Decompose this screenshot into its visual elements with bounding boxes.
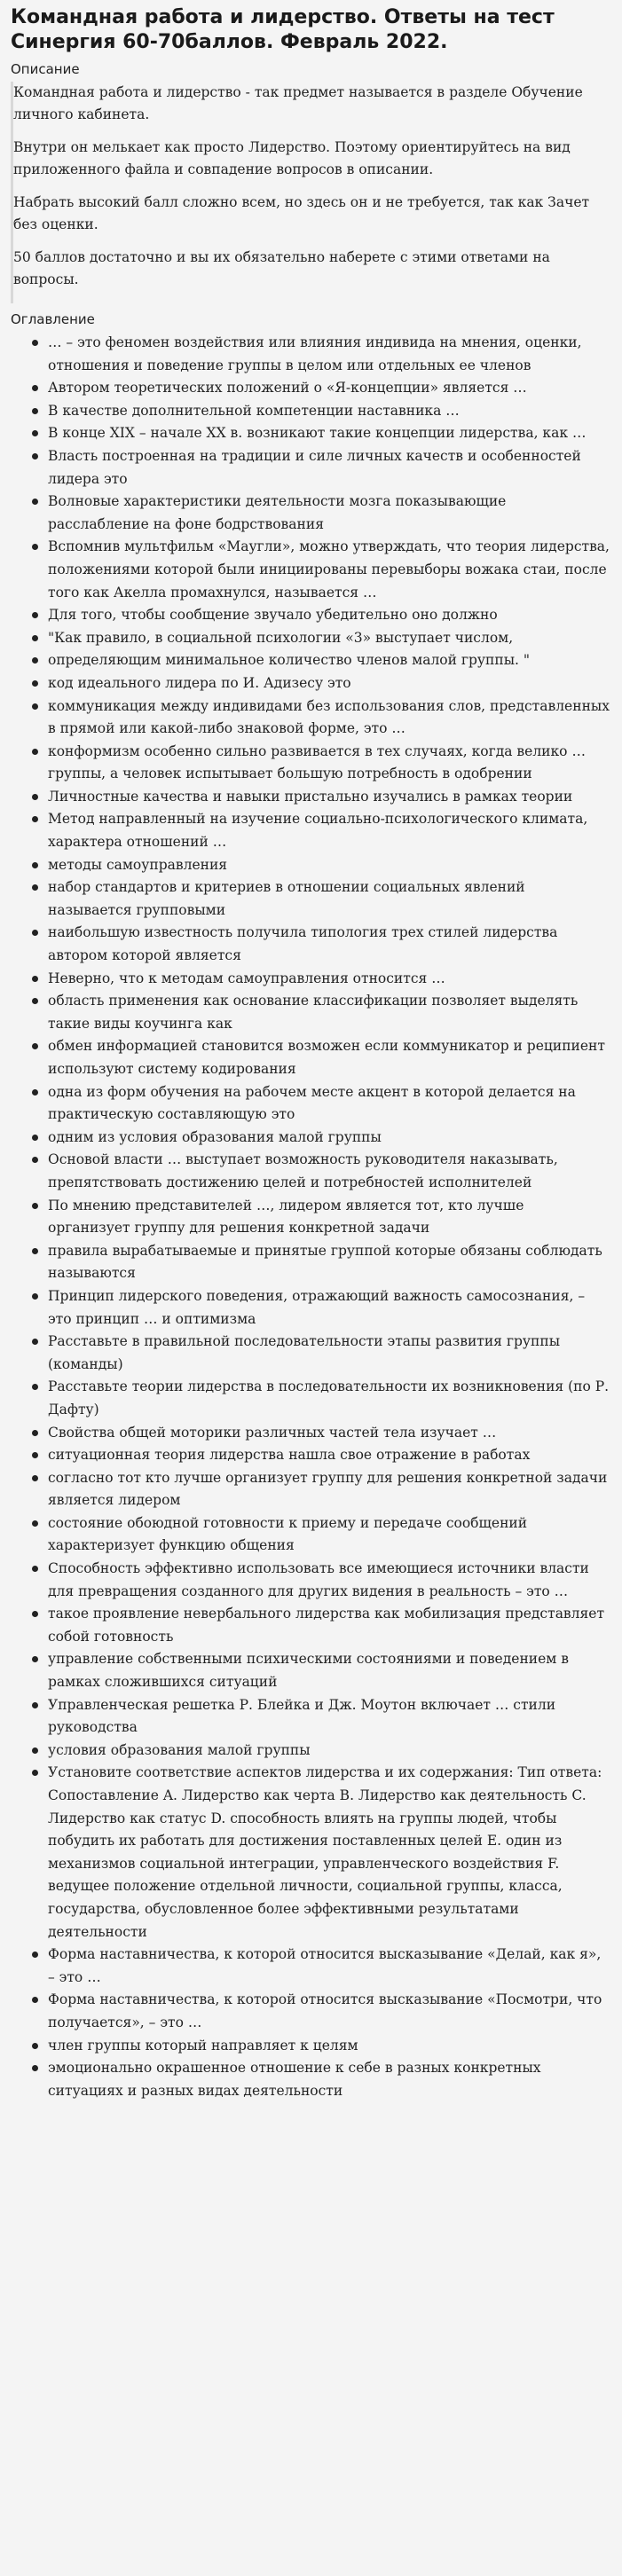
toc-item[interactable]: Принцип лидерского поведения, отражающий важность самосознания, – это принцип … и оптимизма	[32, 1285, 610, 1331]
toc-item[interactable]: набор стандартов и критериев в отношении социальных явлений называется групповыми	[32, 876, 610, 922]
toc-item[interactable]: Управленческая решетка Р. Блейка и Дж. Моутон включает … стили руководства	[32, 1694, 610, 1740]
toc-item[interactable]: В качестве дополнительной компетенции наставника …	[32, 400, 610, 423]
toc-item[interactable]: Свойства общей моторики различных частей тела изучает …	[32, 1422, 610, 1445]
toc-item[interactable]: одна из форм обучения на рабочем месте акцент в которой делается на практическую составляющую это	[32, 1081, 610, 1127]
toc-list	[11, 332, 610, 2102]
toc-item[interactable]: состояние обоюдной готовности к приему и передаче сообщений характеризует функцию общения	[32, 1512, 610, 1558]
toc-item[interactable]: Расставьте теории лидерства в последовательности их возникновения (по Р. Дафту)	[32, 1376, 610, 1421]
description-paragraph: Набрать высокий балл сложно всем, но здесь он и не требуется, так как Зачет без оценки.	[13, 194, 590, 232]
toc-item[interactable]: обмен информацией становится возможен если коммуникатор и реципиент используют систему кодирования	[32, 1035, 610, 1080]
toc-item[interactable]: определяющим минимальное количество членов малой группы. "	[32, 649, 610, 672]
toc-item[interactable]: конформизм особенно сильно развивается в тех случаях, когда велико … группы, а человек испытывает большую потребность в одобрении	[32, 741, 610, 786]
description-block	[11, 82, 610, 303]
toc-item[interactable]: Расставьте в правильной последовательности этапы развития группы (команды)	[32, 1331, 610, 1376]
toc-label: Оглавление	[11, 311, 95, 327]
toc-item[interactable]: область применения как основание классификации позволяет выделять такие виды коучинга как	[32, 990, 610, 1035]
description-paragraph: Командная работа и лидерство - так предмет называется в разделе Обучение личного кабинета.	[13, 84, 583, 122]
toc-item[interactable]: Основой власти … выступает возможность руководителя наказывать, препятствовать достижению целей и потребностей исполнителей	[32, 1149, 610, 1194]
toc-item[interactable]: код идеального лидера по И. Адизесу это	[32, 672, 610, 695]
toc-item[interactable]: По мнению представителей …, лидером является тот, кто лучше организует группу для решения конкретной задачи	[32, 1195, 610, 1240]
toc-item[interactable]: Личностные качества и навыки пристально изучались в рамках теории	[32, 786, 610, 809]
description-paragraph: Внутри он мелькает как просто Лидерство. Поэтому ориентируйтесь на вид приложенного файла и совпадение вопросов в описании.	[13, 139, 571, 177]
page-title: Командная работа и лидерство. Ответы на тест Синергия 60-70баллов. Февраль 2022.	[11, 6, 555, 53]
toc-item[interactable]: Неверно, что к методам самоуправления относится …	[32, 968, 610, 991]
toc-item[interactable]: Установите соответствие аспектов лидерства и их содержания: Тип ответа: Сопоставление A. Лидерство как черта B. Лидерство как деятельность C. Лидерство как статус D. способность влиять на группы людей, чтобы побудить их работать для достижения поставленных целей E. один из механизмов социальной интеграции, управленческого воздействия F. ведущее положение отдельной личности, социальной группы, класса, государства, обусловленное более эффективными результатами деятельности	[32, 1762, 610, 1944]
toc-item[interactable]: Волновые характеристики деятельности мозга показывающие расслабление на фоне бодрствования	[32, 491, 610, 536]
toc-item[interactable]: эмоционально окрашенное отношение к себе в разных конкретных ситуациях и разных видах деятельности	[32, 2057, 610, 2102]
toc-item[interactable]: методы самоуправления	[32, 854, 610, 877]
toc-item[interactable]: управление собственными психическими состояниями и поведением в рамках сложившихся ситуаций	[32, 1648, 610, 1693]
toc-item[interactable]: такое проявление невербального лидерства как мобилизация представляет собой готовность	[32, 1603, 610, 1648]
toc-item[interactable]: Способность эффективно использовать все имеющиеся источники власти для превращения созданного для других видения в реальность – это …	[32, 1558, 610, 1603]
toc-item[interactable]: Вспомнив мультфильм «Маугли», можно утверждать, что теория лидерства, положениями которой были инициированы перевыборы вожака стаи, после того как Акелла промахнулся, называется …	[32, 536, 610, 604]
toc-item[interactable]: Метод направленный на изучение социально-психологического климата, характера отношений …	[32, 808, 610, 853]
toc-item[interactable]: Форма наставничества, к которой относится высказывание «Посмотри, что получается», – это …	[32, 1989, 610, 2034]
toc-item[interactable]: условия образования малой группы	[32, 1740, 610, 1763]
toc-item[interactable]: согласно тот кто лучше организует группу для решения конкретной задачи является лидером	[32, 1467, 610, 1512]
toc-item[interactable]: наибольшую известность получила типология трех стилей лидерства автором которой является	[32, 922, 610, 967]
toc-item[interactable]: ситуационная теория лидерства нашла свое отражение в работах	[32, 1444, 610, 1467]
toc-item[interactable]: член группы который направляет к целям	[32, 2035, 610, 2058]
toc-item[interactable]: В конце XIX – начале XX в. возникают такие концепции лидерства, как …	[32, 422, 610, 445]
toc-item[interactable]: Автором теоретических положений о «Я-концепции» является …	[32, 377, 610, 400]
toc-item[interactable]: Форма наставничества, к которой относится высказывание «Делай, как я», – это …	[32, 1944, 610, 1989]
toc-item[interactable]: Для того, чтобы сообщение звучало убедительно оно должно	[32, 604, 610, 627]
toc-item[interactable]: … – это феномен воздействия или влияния индивида на мнения, оценки, отношения и поведение группы в целом или отдельных ее членов	[32, 332, 610, 377]
toc-item[interactable]: правила вырабатываемые и принятые группой которые обязаны соблюдать называются	[32, 1240, 610, 1285]
description-label: Описание	[11, 61, 80, 77]
description-paragraph: 50 баллов достаточно и вы их обязательно наберете с этими ответами на вопросы.	[13, 249, 550, 287]
toc-item[interactable]: одним из условия образования малой группы	[32, 1127, 610, 1150]
toc-item[interactable]: Власть построенная на традиции и силе личных качеств и особенностей лидера это	[32, 445, 610, 491]
toc-item[interactable]: коммуникация между индивидами без использования слов, представленных в прямой или какой-либо знаковой форме, это …	[32, 695, 610, 741]
toc-item[interactable]: "Как правило, в социальной психологии «3» выступает числом,	[32, 627, 610, 650]
